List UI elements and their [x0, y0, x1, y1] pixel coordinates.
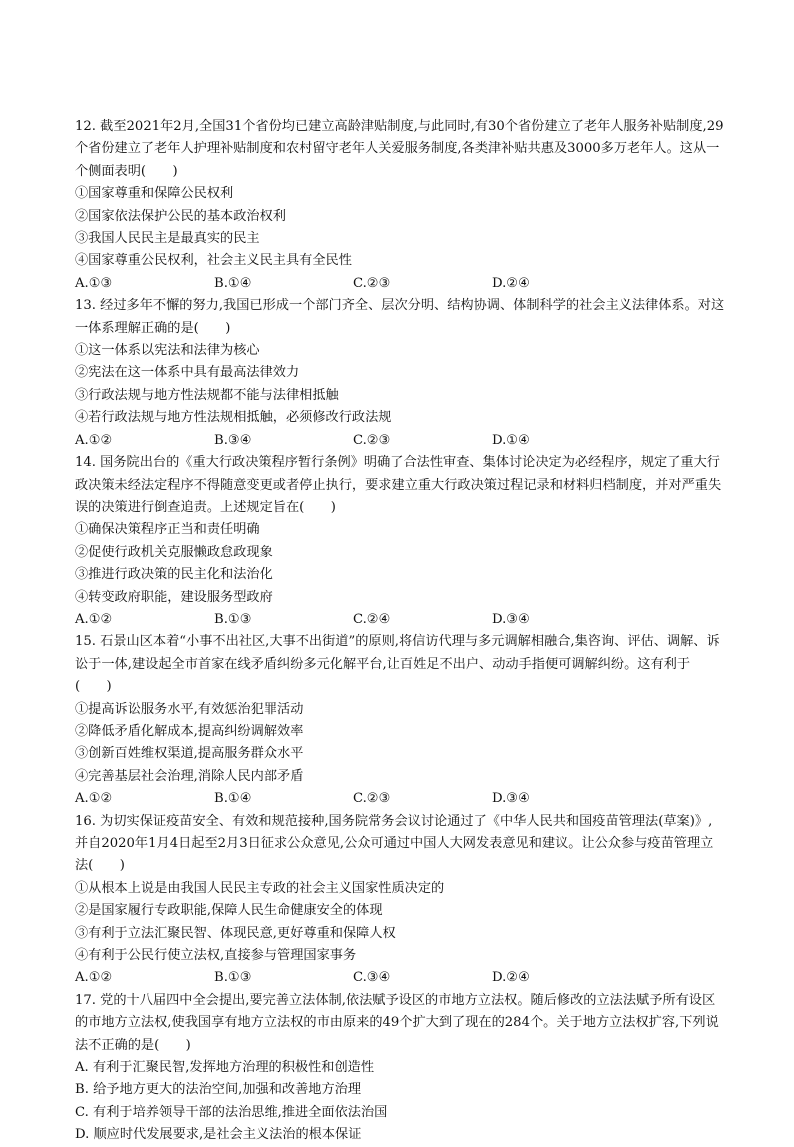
- exam-page: [75, 116, 725, 1147]
- choice-c: C. 有利于培养领导干部的法治思维,推进全面依法治国: [75, 1104, 388, 1120]
- choice-c: C.②③: [353, 791, 391, 807]
- question-17: [75, 990, 725, 1147]
- statement-3: ③推进行政决策的民主化和法治化: [75, 567, 273, 583]
- question-16: [75, 811, 725, 990]
- choice-c: C.②③: [353, 432, 391, 448]
- question-stem: 15. 石景山区本着“小事不出社区,大事不出街道”的原则,将信访代理与多元调解相融合,集咨询、评估、调解、诉讼于一体,建设起全市首家在线矛盾纠纷多元化解平台,让百姓足不出户、动动手指便可调解纠纷。这有利于( ): [75, 634, 720, 695]
- statement-2: ②宪法在这一体系中具有最高法律效力: [75, 365, 300, 381]
- question-stem: 16. 为切实保证疫苗安全、有效和规范接种,国务院常务会议讨论通过了《中华人民共和国疫苗管理法(草案)》,并自2020年1月4日起至2月3日征求公众意见,公众可通过中国人大网发表意见和建议。让公众参与疫苗管理立法( ): [75, 813, 714, 874]
- statement-2: ②促使行政机关克服懒政怠政现象: [75, 544, 273, 560]
- statement-3: ③我国人民民主是最真实的民主: [75, 231, 260, 247]
- statement-1: ①提高诉讼服务水平,有效惩治犯罪活动: [75, 701, 304, 717]
- choice-a: A.①②: [75, 432, 113, 448]
- statement-3: ③创新百姓维权渠道,提高服务群众水平: [75, 746, 304, 762]
- answer-choices: [75, 609, 725, 631]
- question-14: [75, 452, 725, 631]
- answer-choices: [75, 273, 725, 295]
- choice-a: A.①②: [75, 791, 113, 807]
- choice-a: A.①②: [75, 611, 113, 627]
- statement-2: ②降低矛盾化解成本,提高纠纷调解效率: [75, 723, 304, 739]
- choice-d: D.②④: [492, 275, 530, 291]
- question-stem: 14. 国务院出台的《重大行政决策程序暂行条例》明确了合法性审查、集体讨论决定为必经程序，规定了重大行政决策未经法定程序不得随意变更或者停止执行，要求建立重大行政决策过程记录和材料归档制度，并对严重失误的决策进行倒查追责。上述规定旨在( ): [75, 455, 722, 515]
- statement-4: ④转变政府职能，建设服务型政府: [75, 589, 273, 605]
- choice-d: D.③④: [492, 611, 530, 627]
- choice-b: B.③④: [214, 432, 252, 448]
- answer-choices: [75, 788, 725, 810]
- statement-2: ②是国家履行专政职能,保障人民生命健康安全的体现: [75, 903, 383, 919]
- choice-a: A. 有利于汇聚民智,发挥地方治理的积极性和创造性: [75, 1060, 375, 1076]
- choice-b: B. 给予地方更大的法治空间,加强和改善地方治理: [75, 1082, 362, 1098]
- choice-b: B.①④: [214, 791, 252, 807]
- question-13: [75, 295, 725, 452]
- question-stem: 13. 经过多年不懈的努力,我国已形成一个部门齐全、层次分明、结构协调、体制科学的社会主义法律体系。对这一体系理解正确的是( ): [75, 298, 725, 336]
- statement-1: ①确保决策程序正当和责任明确: [75, 522, 260, 538]
- choice-d: D.①④: [492, 432, 530, 448]
- statement-3: ③有利于立法汇聚民智、体现民意,更好尊重和保障人权: [75, 925, 396, 941]
- choice-c: C.②③: [353, 275, 391, 291]
- choice-b: B.①③: [214, 611, 252, 627]
- choice-d: D.②④: [492, 970, 530, 986]
- question-12: [75, 116, 725, 295]
- choice-d: D.③④: [492, 791, 530, 807]
- choice-c: C.②④: [353, 611, 391, 627]
- statement-1: ①这一体系以宪法和法律为核心: [75, 343, 260, 359]
- choice-d: D. 顺应时代发展要求,是社会主义法治的根本保证: [75, 1127, 362, 1143]
- question-stem: 12. 截至2021年2月,全国31个省份均已建立高龄津贴制度,与此同时,有30个省份建立了老年人服务补贴制度,29个省份建立了老年人护理补贴制度和农村留守老年人关爱服务制度,各类津补贴共惠及3000多万老年人。这从一个侧面表明( ): [75, 119, 724, 179]
- question-stem: 17. 党的十八届四中全会提出,要完善立法体制,依法赋予设区的市地方立法权。随后修改的立法法赋予所有设区的市地方立法权,使我国享有地方立法权的市由原来的49个扩大到了现在的284个。关于地方立法权扩容,下列说法不正确的是( ): [75, 992, 719, 1053]
- statement-4: ④完善基层社会治理,消除人民内部矛盾: [75, 768, 304, 784]
- choice-a: A.①②: [75, 970, 113, 986]
- choice-a: A.①③: [75, 275, 113, 291]
- question-15: [75, 631, 725, 810]
- statement-4: ④国家尊重公民权利，社会主义民主具有全民性: [75, 253, 352, 269]
- choice-b: B.①③: [214, 970, 252, 986]
- statement-4: ④有利于公民行使立法权,直接参与管理国家事务: [75, 948, 357, 964]
- statement-1: ①国家尊重和保障公民权利: [75, 186, 234, 202]
- statement-3: ③行政法规与地方性法规都不能与法律相抵触: [75, 387, 339, 403]
- statement-2: ②国家依法保护公民的基本政治权利: [75, 208, 286, 224]
- choice-b: B.①④: [214, 275, 252, 291]
- answer-choices: [75, 967, 725, 989]
- statement-1: ①从根本上说是由我国人民民主专政的社会主义国家性质决定的: [75, 880, 445, 896]
- statement-4: ④若行政法规与地方性法规相抵触，必须修改行政法规: [75, 410, 392, 426]
- choice-c: C.③④: [353, 970, 391, 986]
- answer-choices: [75, 430, 725, 452]
